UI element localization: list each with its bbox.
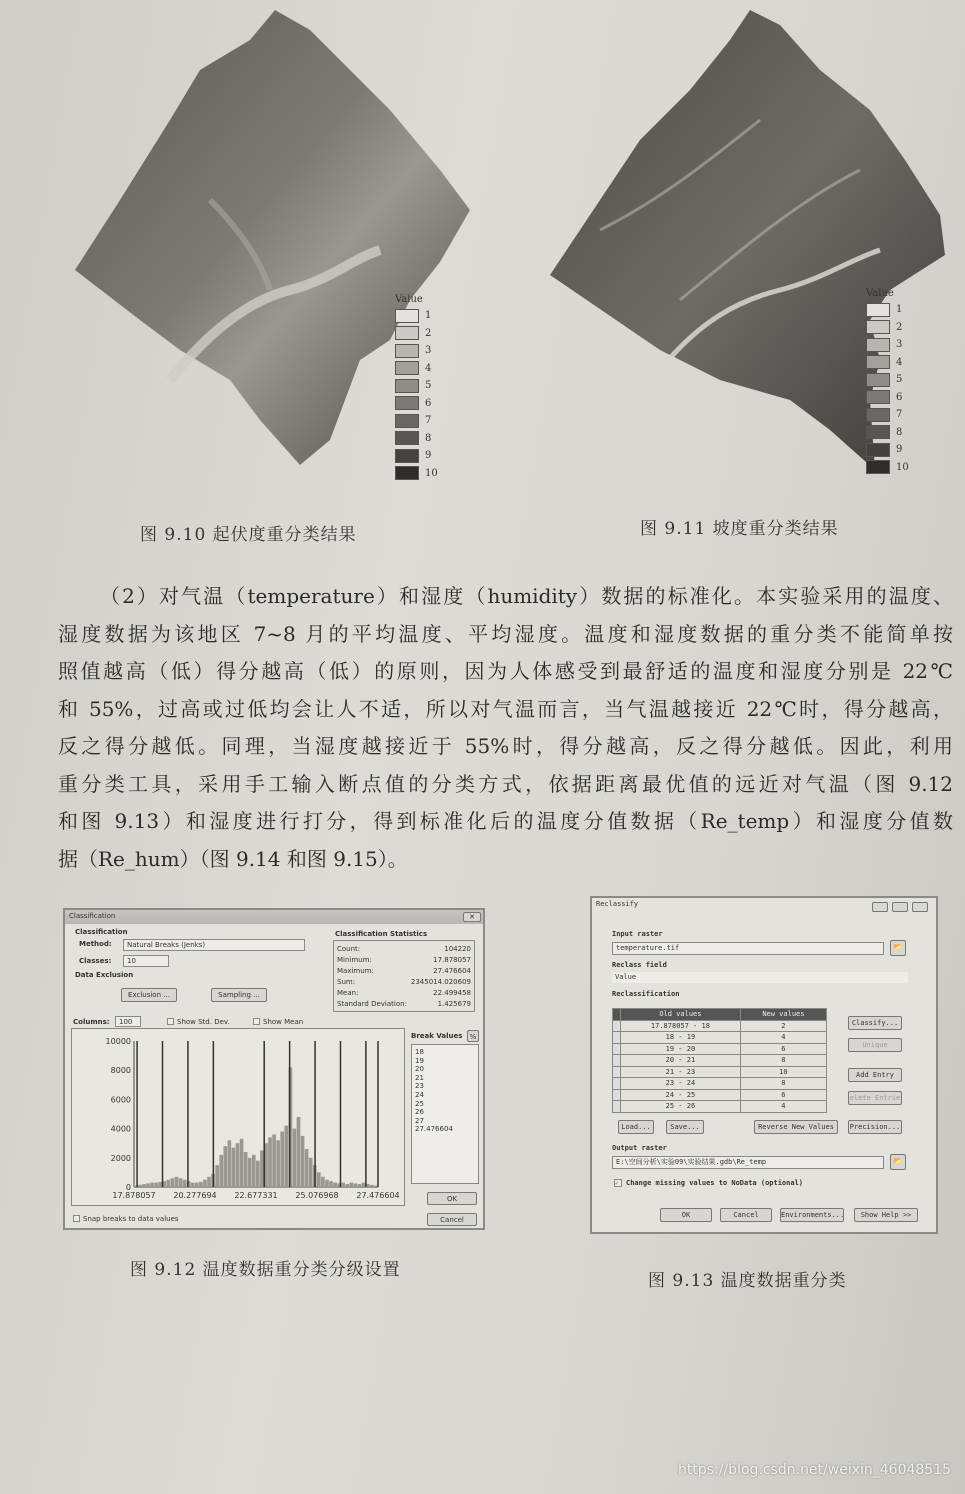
table-row[interactable]: [613, 1043, 827, 1055]
stat-value: 17.878057: [433, 956, 471, 964]
histogram-bar: [358, 1184, 362, 1187]
legend-item: [395, 430, 438, 448]
stat-value: 27.476604: [433, 967, 471, 975]
legend-item: [395, 447, 438, 465]
dialog-title: Classification: [65, 910, 483, 924]
break-values-title: Break Values: [411, 1032, 463, 1040]
missing-values-checkbox[interactable]: ✓: [614, 1179, 622, 1187]
paragraph-line: 和 55%，过高或过低均会让人不适，所以对气温而言，当气温越接近 22℃时，得分越高，: [58, 696, 953, 721]
relief-legend: [395, 294, 438, 482]
classes-label: Classes:: [79, 957, 112, 965]
sampling-button[interactable]: Sampling ...: [211, 988, 267, 1002]
legend-item: [866, 441, 909, 459]
y-tick-label: 8000: [110, 1066, 131, 1076]
ok-button[interactable]: OK: [660, 1208, 712, 1222]
body-paragraph: [58, 578, 953, 878]
legend-swatch: [395, 361, 419, 375]
histogram-bar: [309, 1158, 313, 1187]
y-tick-label: 6000: [110, 1095, 131, 1105]
histogram-bar: [362, 1183, 366, 1187]
data-exclusion-label: Data Exclusion: [75, 971, 134, 979]
classification-dialog: [63, 908, 485, 1230]
legend-swatch: [866, 390, 890, 404]
legend-swatch: [395, 326, 419, 340]
old-value[interactable]: 25 - 26: [621, 1101, 741, 1113]
show-mean-label: Show Mean: [263, 1018, 304, 1026]
stats-box: [333, 940, 475, 1012]
histogram-bar: [146, 1183, 150, 1187]
histogram-bar: [244, 1152, 248, 1187]
legend-item: [866, 301, 909, 319]
x-tick-label: 25.076968: [295, 1191, 339, 1200]
legend-item: [395, 360, 438, 378]
legend-swatch: [866, 460, 890, 474]
legend-item: [866, 406, 909, 424]
method-select[interactable]: Natural Breaks (Jenks): [123, 939, 305, 951]
old-value[interactable]: 23 - 24: [621, 1078, 741, 1090]
histogram-bar: [297, 1117, 301, 1187]
table-header: [613, 1009, 827, 1021]
precision-button[interactable]: Precision...: [848, 1120, 902, 1134]
legend-swatch: [866, 320, 890, 334]
legend-item: [395, 307, 438, 325]
histogram-bar: [321, 1177, 325, 1187]
legend-item: [395, 465, 438, 483]
histogram-bar: [280, 1132, 284, 1187]
close-button[interactable]: [912, 902, 928, 912]
histogram-bar: [256, 1161, 260, 1187]
browse-folder-button[interactable]: 📂: [890, 940, 906, 956]
histogram-bar: [207, 1177, 211, 1187]
histogram-bar: [276, 1140, 280, 1187]
ok-button[interactable]: OK: [427, 1192, 477, 1205]
table-row[interactable]: [613, 1020, 827, 1032]
histogram-bar: [374, 1186, 378, 1187]
histogram-bar: [215, 1165, 219, 1187]
snap-breaks-checkbox[interactable]: [73, 1215, 80, 1222]
reclass-field-select[interactable]: Value: [612, 972, 908, 983]
paragraph-line: 反之得分越低。同理，当湿度越接近于 55%时，得分越高，反之得分越低。因此，利用: [58, 734, 953, 758]
paragraph-line: 照值越高（低）得分越高（低）的原则，因为人体感受到最舒适的温度和湿度分别是 22℃: [58, 659, 953, 683]
old-value[interactable]: 17.878057 - 18: [621, 1020, 741, 1032]
legend-item: [866, 354, 909, 372]
histogram-bar: [301, 1136, 305, 1187]
x-tick-label: 22.677331: [234, 1191, 278, 1200]
stat-label: Standard Deviation:: [337, 1000, 407, 1008]
legend-label: 6: [425, 397, 432, 409]
add-entry-button[interactable]: Add Entry: [848, 1068, 902, 1082]
histogram-bar: [325, 1180, 329, 1187]
legend-item: [866, 336, 909, 354]
stat-label: Minimum:: [337, 956, 372, 964]
break-value[interactable]: 18: [415, 1048, 424, 1056]
figure-caption: 图 9.12 温度数据重分类分级设置: [130, 1260, 401, 1280]
table-row[interactable]: [613, 1101, 827, 1113]
histogram-bar: [191, 1183, 195, 1187]
histogram-bar: [183, 1180, 187, 1187]
missing-values-label: Change missing values to NoData (optional): [626, 1179, 804, 1187]
legend-label: 3: [425, 345, 432, 357]
histogram-bar: [228, 1140, 232, 1187]
exclusion-button[interactable]: Exclusion ...: [121, 988, 177, 1002]
legend-item: [866, 319, 909, 337]
histogram-bar: [150, 1183, 154, 1187]
stat-row: [337, 988, 471, 999]
stat-label: Sum:: [337, 978, 356, 986]
histogram-bar: [199, 1182, 203, 1187]
x-tick-label: 20.277694: [173, 1191, 217, 1200]
legend-item: [395, 412, 438, 430]
histogram-bar: [195, 1183, 199, 1187]
break-value[interactable]: 23: [415, 1082, 424, 1091]
y-tick-label: 4000: [110, 1124, 131, 1134]
histogram-bar: [317, 1172, 321, 1187]
legend-item: [866, 389, 909, 407]
figure-caption: 图 9.10 起伏度重分类结果: [140, 525, 357, 545]
break-value[interactable]: 24: [415, 1090, 424, 1099]
legend-item: [866, 459, 909, 477]
method-label: Method:: [79, 940, 112, 948]
col-old: Old values: [621, 1009, 741, 1021]
watermark: https://blog.csdn.net/weixin_46048515: [678, 1462, 952, 1478]
histogram-bar: [293, 1129, 297, 1187]
stat-value: 1.425679: [437, 1000, 471, 1008]
legend-label: 5: [425, 380, 432, 392]
histogram-bar: [158, 1182, 162, 1187]
legend-label: 4: [896, 356, 903, 368]
histogram-bar: [260, 1151, 264, 1188]
legend-swatch: [395, 379, 419, 393]
histogram-bar: [236, 1143, 240, 1187]
new-value[interactable]: 8: [740, 1078, 826, 1090]
classify-button[interactable]: Classify...: [848, 1016, 902, 1030]
columns-label: Columns:: [73, 1018, 110, 1026]
table-row[interactable]: [613, 1032, 827, 1044]
histogram-bar: [345, 1184, 349, 1187]
paragraph-line: 和图 9.13）和湿度进行打分，得到标准化后的温度分值数据（Re_temp）和湿度分值数: [58, 809, 953, 833]
histogram-bar: [305, 1149, 309, 1187]
stat-label: Count:: [337, 945, 361, 953]
histogram-bar: [171, 1178, 175, 1187]
legend-item: [395, 342, 438, 360]
legend-swatch: [395, 449, 419, 463]
y-tick-label: 2000: [110, 1153, 131, 1163]
break-value[interactable]: 25: [415, 1099, 424, 1108]
stat-value: 22.499458: [433, 989, 471, 997]
break-value[interactable]: 21: [415, 1073, 424, 1082]
classes-select[interactable]: 10: [123, 955, 169, 967]
stat-row: [337, 999, 471, 1010]
legend-swatch: [866, 443, 890, 457]
histogram-bar: [370, 1185, 374, 1187]
legend-label: 6: [896, 391, 903, 403]
stats-title: Classification Statistics: [335, 930, 428, 938]
new-value[interactable]: 6: [740, 1043, 826, 1055]
legend-swatch: [395, 309, 419, 323]
figure-caption: 图 9.11 坡度重分类结果: [640, 519, 839, 539]
figure-caption: 图 9.13 温度数据重分类: [648, 1271, 847, 1291]
environments-button[interactable]: Environments...: [780, 1208, 844, 1222]
legend-item: [866, 371, 909, 389]
stat-row: [337, 944, 471, 955]
show-mean-checkbox[interactable]: [253, 1018, 260, 1025]
x-tick-label: 17.878057: [112, 1191, 156, 1200]
col-new: New values: [740, 1009, 826, 1021]
legend-swatch: [395, 414, 419, 428]
table-row[interactable]: [613, 1066, 827, 1078]
legend-item: [395, 325, 438, 343]
show-std-dev-checkbox[interactable]: [167, 1018, 174, 1025]
legend-label: 3: [896, 339, 903, 351]
legend-label: 2: [896, 321, 903, 333]
histogram-bar: [284, 1126, 288, 1187]
break-value[interactable]: 27.476604: [415, 1125, 453, 1134]
save-button[interactable]: Save...: [666, 1120, 704, 1134]
dialog-title: Reclassify: [592, 898, 936, 912]
break-value[interactable]: 20: [415, 1065, 424, 1074]
table-row[interactable]: [613, 1078, 827, 1090]
break-value[interactable]: 26: [415, 1108, 424, 1117]
stat-row: [337, 966, 471, 977]
legend-label: 5: [896, 374, 903, 386]
legend-label: 2: [425, 327, 432, 339]
old-value[interactable]: 19 - 20: [621, 1043, 741, 1055]
legend-label: 9: [425, 450, 432, 462]
histogram-bar: [354, 1183, 358, 1187]
load-button[interactable]: Load...: [618, 1120, 654, 1134]
break-values-list[interactable]: [411, 1044, 479, 1184]
paragraph-line: 重分类工具，采用手工输入断点值的分类方式，依据距离最优值的远近对气温（图 9.12: [58, 771, 953, 796]
histogram-chart[interactable]: [71, 1028, 405, 1206]
histogram-bar: [167, 1180, 171, 1187]
input-raster-label: Input raster: [612, 930, 663, 938]
legend-label: 7: [896, 409, 903, 421]
legend-label: 4: [425, 362, 432, 374]
histogram-bar: [179, 1178, 183, 1187]
reclassification-label: Reclassification: [612, 990, 680, 998]
legend-swatch: [866, 425, 890, 439]
table-row[interactable]: [613, 1055, 827, 1067]
y-tick-label: 10000: [105, 1037, 131, 1046]
stat-row: [337, 955, 471, 966]
histogram-bar: [333, 1183, 337, 1187]
legend-item: [395, 377, 438, 395]
stat-row: [337, 977, 471, 988]
break-value[interactable]: 27: [415, 1116, 424, 1125]
columns-input[interactable]: 100: [115, 1016, 141, 1027]
legend-label: 1: [425, 310, 432, 322]
histogram-bar: [203, 1180, 207, 1187]
histogram-bar: [142, 1184, 146, 1187]
legend-swatch: [866, 338, 890, 352]
histogram-bar: [341, 1183, 345, 1187]
show-help-button[interactable]: Show Help >>: [854, 1208, 918, 1222]
old-value[interactable]: 21 - 23: [621, 1066, 741, 1078]
snap-breaks-label: Snap breaks to data values: [83, 1215, 179, 1223]
histogram-bar: [138, 1185, 142, 1187]
group-label: Classification: [75, 928, 128, 936]
legend-label: 9: [896, 444, 903, 456]
legend-label: 10: [425, 467, 438, 479]
old-value[interactable]: 20 - 21: [621, 1055, 741, 1067]
histogram-bar: [248, 1158, 252, 1187]
new-value[interactable]: 2: [740, 1020, 826, 1032]
legend-item: [395, 395, 438, 413]
output-raster-label: Output raster: [612, 1144, 667, 1152]
slope-legend: [866, 288, 909, 476]
reverse-new-values-button[interactable]: Reverse New Values: [754, 1120, 838, 1134]
y-tick-label: 0: [125, 1183, 131, 1192]
stat-value: 104220: [444, 945, 471, 953]
histogram-bar: [223, 1146, 227, 1187]
histogram-bar: [268, 1137, 272, 1187]
minimize-button[interactable]: [872, 902, 888, 912]
stat-label: Mean:: [337, 989, 359, 997]
legend-swatch: [866, 355, 890, 369]
legend-swatch: [866, 303, 890, 317]
histogram-bar: [329, 1181, 333, 1187]
browse-folder-button[interactable]: 📂: [890, 1154, 906, 1170]
cancel-button[interactable]: Cancel: [427, 1213, 477, 1226]
legend-swatch: [866, 373, 890, 387]
legend-title: Value: [395, 294, 423, 305]
histogram-bar: [175, 1177, 179, 1187]
percent-button[interactable]: %: [467, 1030, 479, 1042]
table-row[interactable]: [613, 1089, 827, 1101]
input-raster-select[interactable]: temperature.tif: [612, 942, 884, 955]
delete-entries-button[interactable]: elete Entrie: [848, 1091, 902, 1105]
legend-label: 10: [896, 461, 909, 473]
new-value[interactable]: 4: [740, 1032, 826, 1044]
unique-button[interactable]: Unique: [848, 1038, 902, 1052]
new-value[interactable]: 8: [740, 1055, 826, 1067]
legend-item: [866, 424, 909, 442]
legend-swatch: [395, 344, 419, 358]
histogram-bar: [252, 1155, 256, 1187]
legend-swatch: [395, 431, 419, 445]
reclass-field-label: Reclass field: [612, 961, 667, 969]
legend-swatch: [395, 396, 419, 410]
stat-value: 2345014.020609: [410, 978, 471, 986]
legend-label: 7: [425, 415, 432, 427]
legend-swatch: [395, 466, 419, 480]
new-value[interactable]: 4: [740, 1101, 826, 1113]
x-tick-label: 27.476604: [356, 1191, 400, 1200]
histogram-bar: [240, 1139, 244, 1187]
legend-label: 1: [896, 304, 903, 316]
histogram-bar: [350, 1183, 354, 1187]
reclassify-dialog: [590, 896, 938, 1234]
maximize-button[interactable]: [892, 902, 908, 912]
legend-label: 8: [896, 426, 903, 438]
legend-swatch: [866, 408, 890, 422]
paragraph-line: （2）对气温（temperature）和湿度（humidity）数据的标准化。本实验采用的温度、: [100, 584, 953, 608]
new-value[interactable]: 10: [740, 1066, 826, 1078]
histogram-bar: [154, 1183, 158, 1187]
cancel-button[interactable]: Cancel: [720, 1208, 772, 1222]
legend-label: 8: [425, 432, 432, 444]
histogram-bar: [219, 1155, 223, 1187]
reclass-table[interactable]: [612, 1008, 827, 1113]
old-value[interactable]: 24 - 25: [621, 1089, 741, 1101]
histogram-bar: [272, 1134, 276, 1187]
stat-label: Maximum:: [337, 967, 374, 975]
paragraph-line: 据（Re_hum）（图 9.14 和图 9.15）。: [58, 846, 408, 871]
histogram-bar: [232, 1148, 236, 1187]
legend-title: Value: [866, 288, 894, 299]
output-raster-input[interactable]: E:\空间分析\实验09\实验结果.gdb\Re_temp: [612, 1156, 884, 1169]
break-value[interactable]: 19: [415, 1056, 424, 1065]
old-value[interactable]: 18 - 19: [621, 1032, 741, 1044]
new-value[interactable]: 6: [740, 1089, 826, 1101]
show-std-dev-label: Show Std. Dev.: [177, 1018, 230, 1026]
close-button[interactable]: ✕: [463, 912, 481, 922]
paragraph-line: 湿度数据为该地区 7~8 月的平均温度、平均湿度。温度和湿度数据的重分类不能简单按: [58, 621, 953, 646]
